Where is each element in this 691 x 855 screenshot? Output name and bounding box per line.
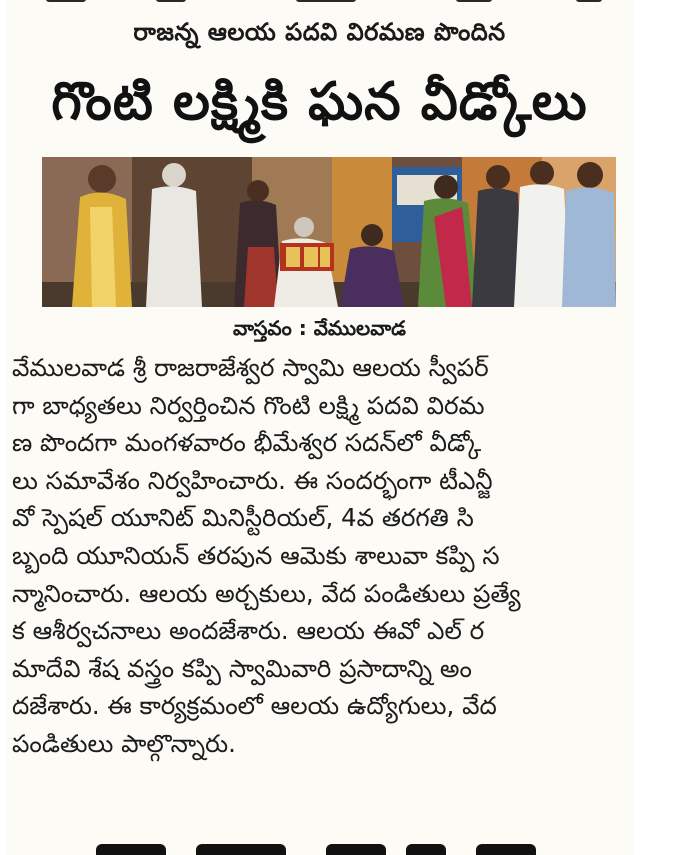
body-line: వేములవాడ శ్రీ రాజరాజేశ్వర స్వామి ఆలయ స్వీపర్ bbox=[12, 353, 489, 382]
cut-glyph bbox=[96, 844, 166, 855]
cut-glyph bbox=[476, 844, 536, 855]
event-photo bbox=[42, 157, 616, 307]
body-line: గా బాధ్యతలు నిర్వర్తించిన గొంటి లక్ష్మి పదవి విరమ bbox=[12, 390, 485, 420]
body-line: పండితులు పాల్గొన్నారు. bbox=[12, 728, 236, 758]
cut-text-strip bbox=[36, 0, 616, 8]
body-line: దజేశారు. ఈ కార్యక్రమంలో ఆలయ ఉద్యోగులు, వేద bbox=[12, 691, 497, 721]
article-body bbox=[12, 349, 624, 763]
previous-article-cut-text bbox=[36, 0, 616, 8]
newspaper-clipping bbox=[6, 0, 633, 855]
body-line: బ్బంది యూనియన్ తరపున ఆమెకు శాలువా కప్పి స bbox=[12, 540, 500, 570]
cut-glyph bbox=[196, 844, 286, 855]
article-kicker: రాజన్న ఆలయ పదవి విరమణ పొందిన bbox=[133, 18, 506, 46]
article-headline: గొంటి లక్ష్మికి ఘన వీడ్కోలు bbox=[51, 72, 588, 132]
next-article-cut-text bbox=[76, 838, 556, 855]
event-photo-illustration bbox=[42, 157, 616, 307]
photo-caption: వాస్తవం : వేములవాడ bbox=[233, 316, 406, 340]
page-margin bbox=[633, 0, 691, 855]
body-line: ణ పొందగా మంగళవారం భీమేశ్వర సదన్‌లో వీడ్కో bbox=[12, 428, 482, 458]
body-line: న్మానించారు. ఆలయ అర్చకులు, వేద పండితులు ప్రత్యే bbox=[12, 578, 521, 608]
body-line: క ఆశీర్వచనాలు అందజేశారు. ఆలయ ఈవో ఎల్ ర bbox=[12, 616, 485, 646]
body-line: వో స్పెషల్ యూనిట్ మినిస్టీరియల్, 4వ తరగతి సి bbox=[12, 503, 474, 533]
cut-glyph bbox=[406, 844, 446, 855]
body-line: మాదేవి శేష వస్త్రం కప్పి స్వామివారి ప్రసాదాన్ని అం bbox=[12, 653, 472, 683]
cut-glyph bbox=[326, 844, 386, 855]
body-line: లు సమావేశం నిర్వహించారు. ఈ సందర్భంగా టీఎన్జీ bbox=[12, 465, 493, 495]
